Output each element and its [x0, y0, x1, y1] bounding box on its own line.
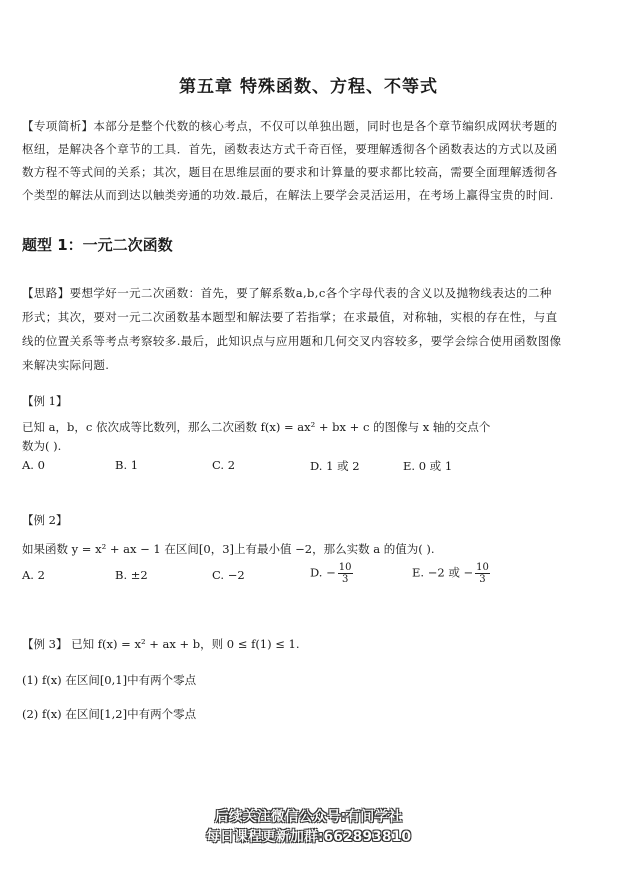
section-heading: 题型 1：一元二次函数 [22, 236, 173, 254]
fraction-denominator: 3 [341, 574, 349, 585]
example-2-option-c: C. −2 [212, 568, 245, 582]
example-3-header [22, 636, 300, 652]
watermark-line-1: 后续关注微信公众号:有间学社 [214, 809, 403, 825]
example-1-label: 【例 1】 [22, 394, 68, 408]
thinking-paragraph [22, 281, 602, 377]
example-1-stem-line2: 数为( ). [22, 439, 62, 453]
fraction-denominator: 3 [479, 574, 486, 585]
example-2-option-a: A. 2 [22, 568, 45, 582]
example-3-stem: 已知 f(x) = x² + ax + b，则 0 ≤ f(1) ≤ 1. [71, 637, 300, 651]
example-1-option-c: C. 2 [212, 458, 236, 472]
example-3-label: 【例 3】 [22, 637, 68, 651]
fraction-numerator: 10 [338, 562, 352, 573]
intro-line: 【专项简析】本部分是整个代数的核心考点，不仅可以单独出题，同时也是各个章节编织成网状考题的 [22, 119, 558, 133]
example-1-option-d: D. 1 或 2 [310, 459, 360, 473]
intro-line: 个类型的解法从而到达以触类旁通的功效.最后，在解法上要学会灵活运用，在考场上赢得宝贵的时间. [22, 188, 554, 202]
intro-line: 枢纽，是解决各个章节的工具．首先，函数表达方式千奇百怪，要理解透彻各个函数表达的方式以及函 [22, 142, 558, 156]
example-2-option-d [310, 562, 355, 585]
example-2-label: 【例 2】 [22, 513, 68, 527]
example-1-option-b: B. 1 [115, 458, 139, 472]
intro-line: 数方程不等式间的关系；其次，题目在思维层面的要求和计算量的要求都比较高，需要全面理解透彻各 [22, 165, 558, 179]
thinking-line: 形式；其次，要对一元二次函数基本题型和解法要了若指掌；在求最值，对称轴，实根的存在性，与直 [22, 310, 558, 324]
chapter-title: 第五章 特殊函数、方程、不等式 [179, 77, 438, 97]
example-2-stem: 如果函数 y = x² + ax − 1 在区间[0，3]上有最小值 −2，那么实数 a 的值为( ). [22, 542, 435, 556]
fraction [338, 562, 353, 585]
example-1-stem-line1: 已知 a，b，c 依次成等比数列，那么二次函数 f(x) = ax² + bx + c 的图像与 x 轴的交点个 [22, 420, 491, 434]
option-d-prefix: D. − [310, 565, 336, 580]
thinking-line: 【思路】要想学好一元二次函数：首先，要了解系数a,b,c各个字母代表的含义以及抛物线表达的二种 [22, 286, 552, 300]
example-1-option-e: E. 0 或 1 [403, 459, 453, 473]
thinking-line: 线的位置关系等考点考察较多.最后，此知识点与应用题和几何交叉内容较多，要学会综合使用函数图像 [22, 334, 562, 348]
fraction [475, 562, 490, 585]
thinking-line: 来解决实际问题. [22, 358, 110, 372]
intro-paragraph [22, 115, 602, 207]
example-2-option-e [412, 562, 492, 585]
fraction-numerator: 10 [476, 562, 489, 573]
example-3-condition-1: (1) f(x) 在区间[0,1]中有两个零点 [22, 673, 197, 687]
option-e-prefix: E. −2 或 − [412, 565, 474, 580]
example-1-option-a: A. 0 [22, 458, 45, 472]
example-3-condition-2: (2) f(x) 在区间[1,2]中有两个零点 [22, 707, 197, 721]
example-2-option-b: B. ±2 [115, 568, 148, 582]
watermark-line-2: 每日课程更新加群:662893810 [205, 829, 412, 845]
